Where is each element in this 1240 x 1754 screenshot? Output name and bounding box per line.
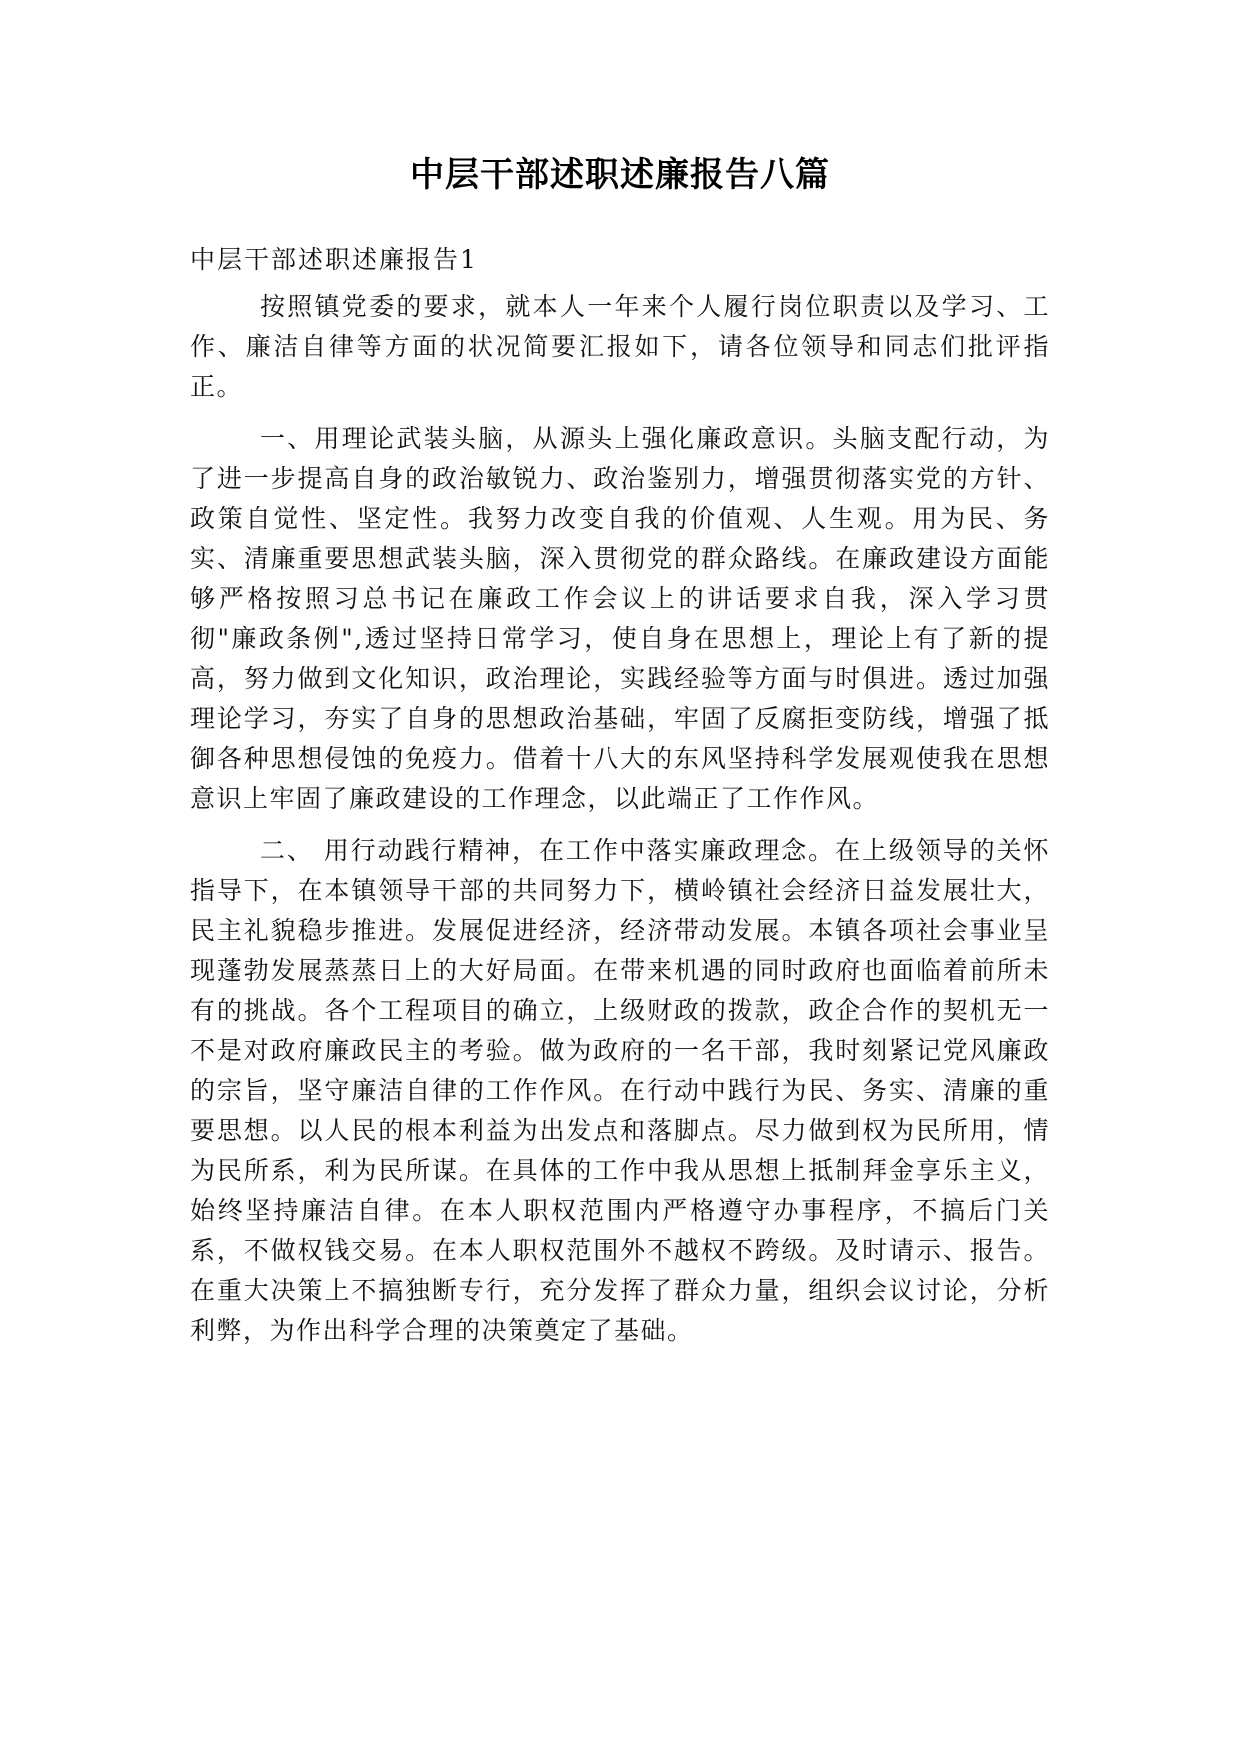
document-title: 中层干部述职述廉报告八篇 bbox=[410, 155, 830, 195]
section-heading: 中层干部述职述廉报告1 bbox=[190, 245, 478, 274]
paragraph-section-two: 二、 用行动践行精神，在工作中落实廉政理念。在上级领导的关怀指导下，在本镇领导干部的共同努力下，横岭镇社会经济日益发展壮大，民主礼貌稳步推进。发展促进经济，经济带动发展。本镇各项社会事业呈现蓬勃发展蒸蒸日上的大好局面。在带来机遇的同时政府也面临着前所未有的挑战。各个工程项目的确立，上级财政的拨款，政企合作的契机无一不是对政府廉政民主的考验。做为政府的一名干部，我时刻紧记党风廉政的宗旨，坚守廉洁自律的工作作风。在行动中践行为民、务实、清廉的重要思想。以人民的根本利益为出发点和落脚点。尽力做到权为民所用，情为民所系，利为民所谋。在具体的工作中我从思想上抵制拜金享乐主义，始终坚持廉洁自律。在本人职权范围内严格遵守办事程序，不搞后门关系，不做权钱交易。在本人职权范围外不越权不跨级。及时请示、报告。在重大决策上不搞独断专行，充分发挥了群众力量，组织会议讨论，分析利弊，为作出科学合理的决策奠定了基础。 bbox=[190, 836, 1050, 1345]
paragraph-intro: 按照镇党委的要求，就本人一年来个人履行岗位职责以及学习、工作、廉洁自律等方面的状况简要汇报如下，请各位领导和同志们批评指正。 bbox=[190, 292, 1050, 401]
document-body bbox=[190, 245, 1050, 1363]
paragraph-section-one: 一、用理论武装头脑，从源头上强化廉政意识。头脑支配行动，为了进一步提高自身的政治敏锐力、政治鉴别力，增强贯彻落实党的方针、政策自觉性、坚定性。我努力改变自我的价值观、人生观。用为民、务实、清廉重要思想武装头脑，深入贯彻党的群众路线。在廉政建设方面能够严格按照习总书记在廉政工作会议上的讲话要求自我，深入学习贯彻"廉政条例",透过坚持日常学习，使自身在思想上，理论上有了新的提高，努力做到文化知识，政治理论，实践经验等方面与时俱进。透过加强理论学习，夯实了自身的思想政治基础，牢固了反腐拒变防线，增强了抵御各种思想侵蚀的免疫力。借着十八大的东风坚持科学发展观使我在思想意识上牢固了廉政建设的工作理念，以此端正了工作作风。 bbox=[190, 424, 1050, 813]
